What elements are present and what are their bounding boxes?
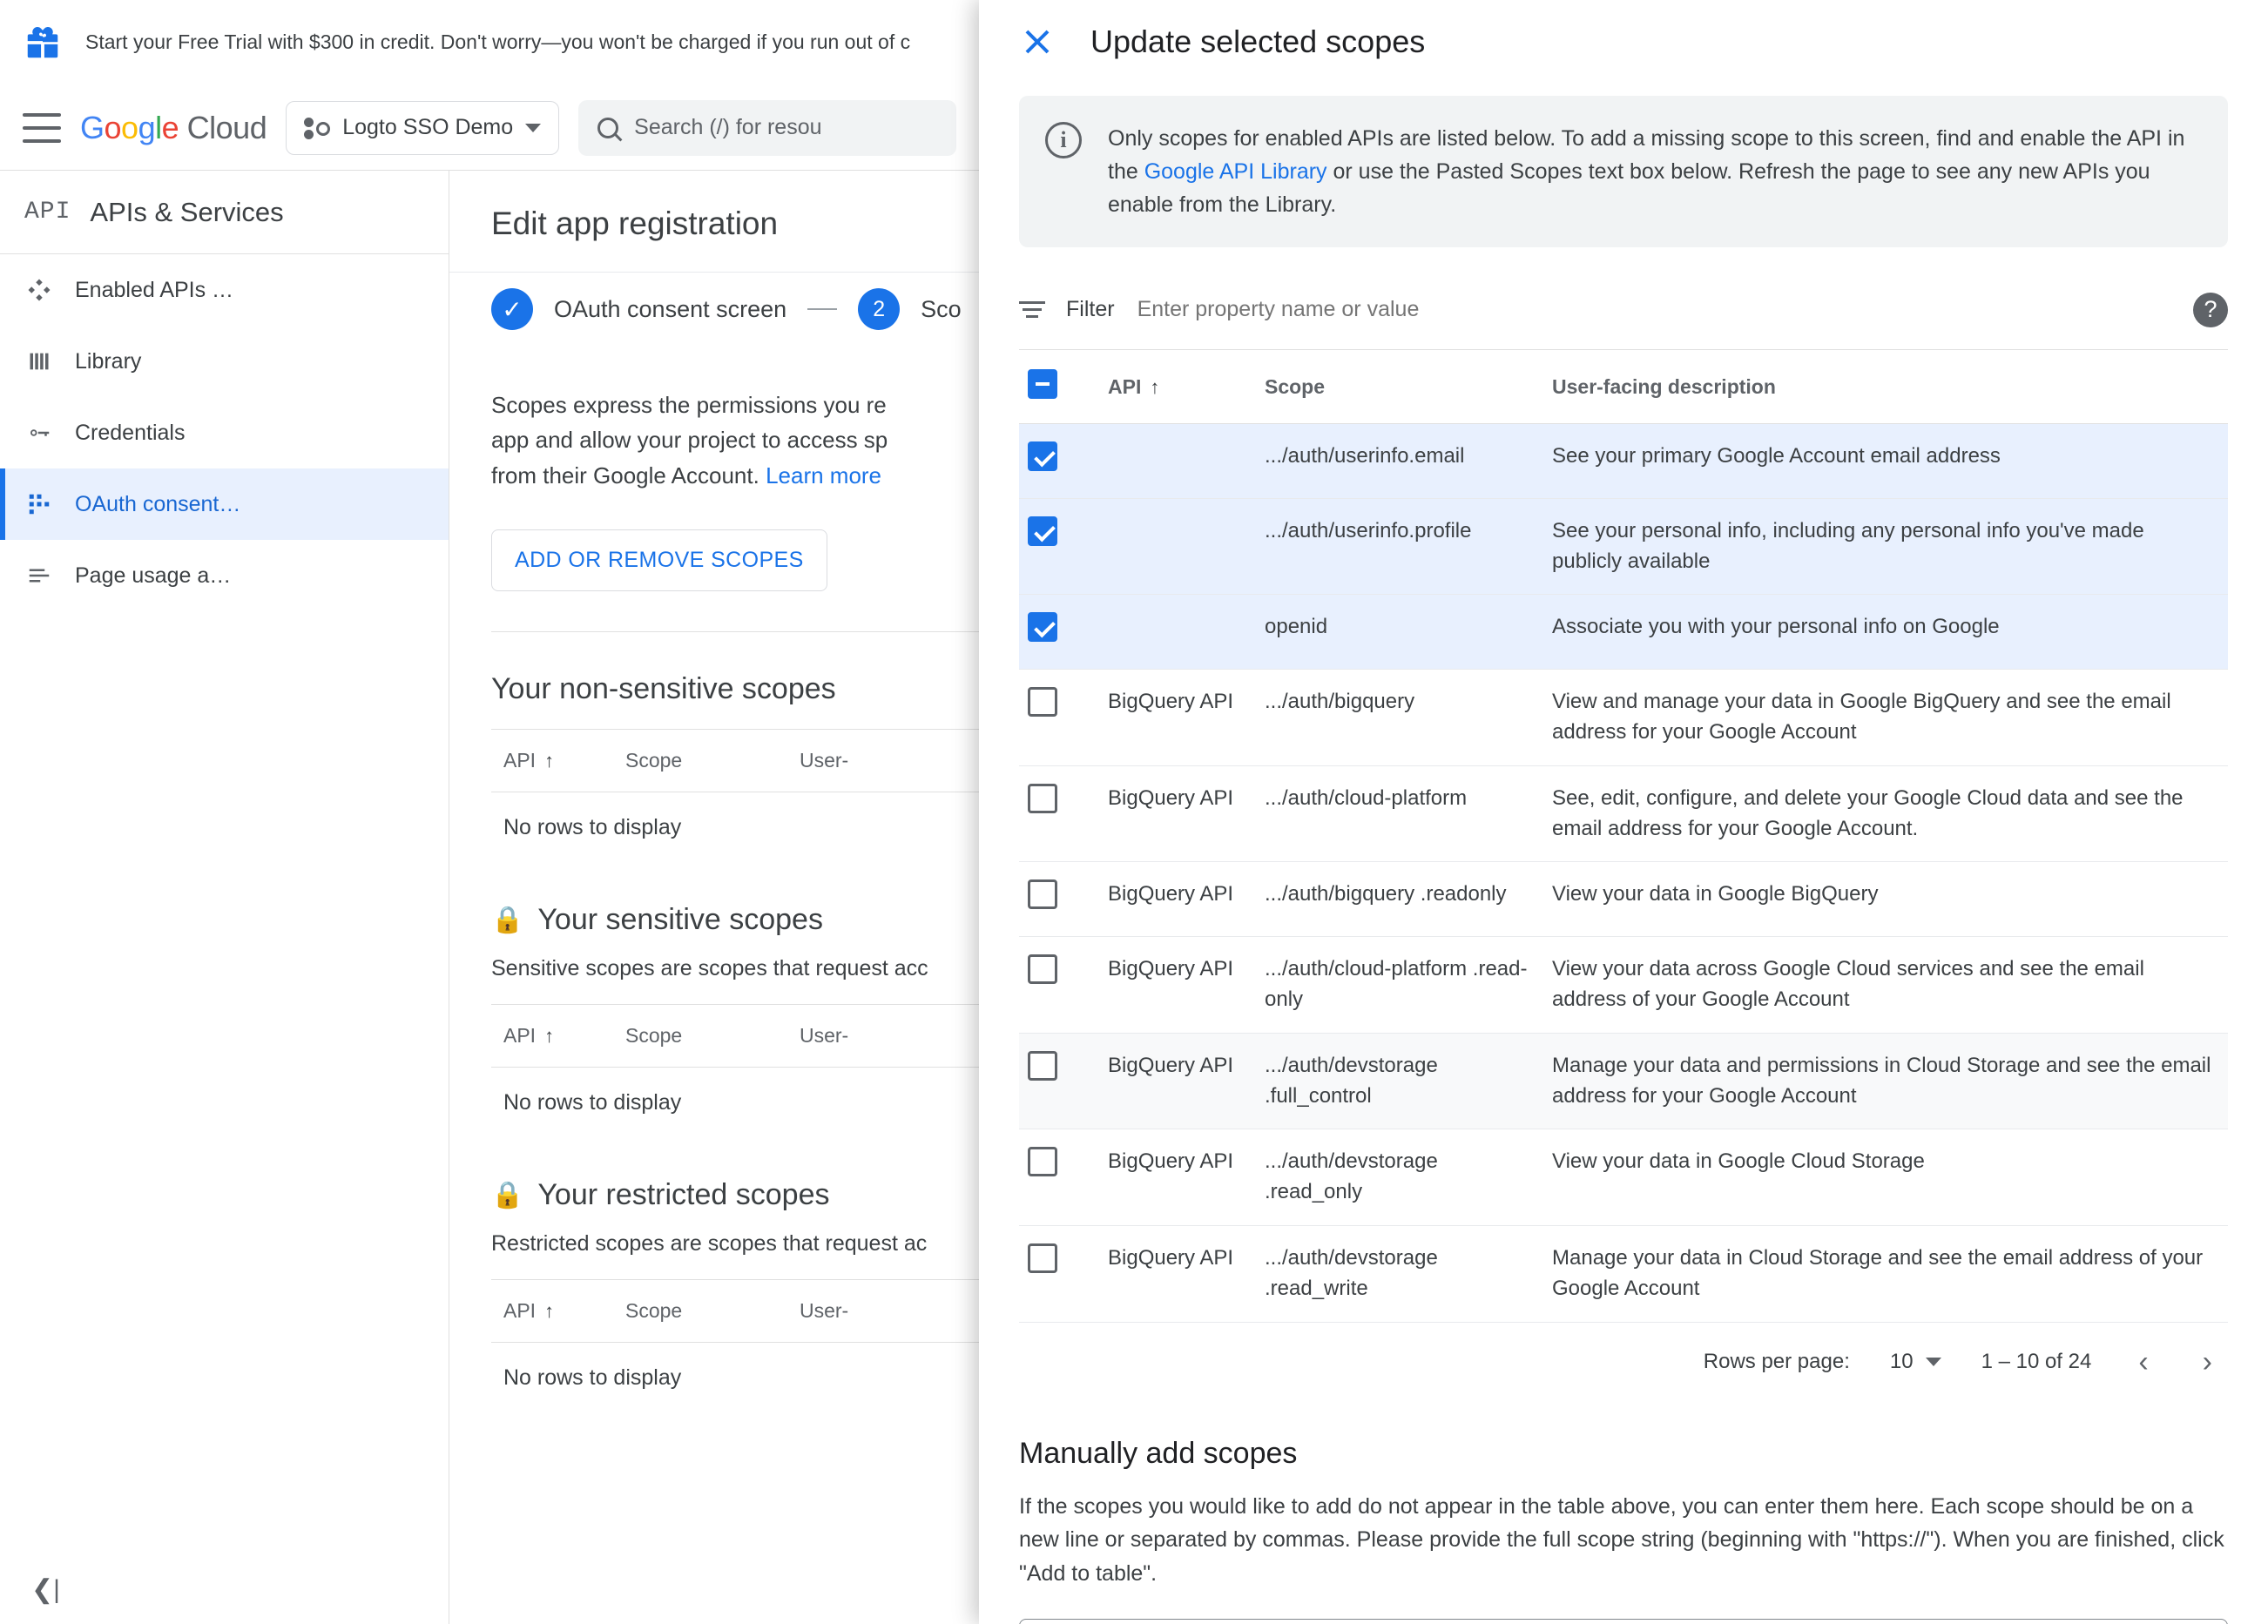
usage-icon <box>24 561 54 590</box>
lock-icon: 🔒 <box>491 905 524 934</box>
pagination-range: 1 – 10 of 24 <box>1981 1350 2092 1374</box>
row-description: View your data in Google Cloud Storage <box>1543 1129 2228 1226</box>
console-top-bar <box>0 85 979 171</box>
column-header-user-facing[interactable]: User- <box>800 1023 849 1047</box>
empty-state: No rows to display <box>503 814 682 839</box>
row-description: View your data in Google BigQuery <box>1543 862 2228 937</box>
sidebar-item-label: OAuth consent… <box>75 491 241 516</box>
table-row[interactable] <box>1019 862 2228 937</box>
row-checkbox-cell <box>1019 937 1099 1034</box>
row-description: Associate you with your personal info on Google <box>1543 595 2228 670</box>
scopes-intro-line2: app and allow your project to access sp <box>491 427 888 454</box>
page-title: Edit app registration <box>491 206 779 241</box>
google-api-library-link[interactable]: Google API Library <box>1144 159 1327 184</box>
row-scope: .../auth/userinfo.profile <box>1256 498 1543 595</box>
info-icon: i <box>1045 122 1082 158</box>
close-icon[interactable] <box>1019 24 1056 60</box>
table-row[interactable] <box>1019 595 2228 670</box>
filter-icon[interactable] <box>1019 301 1045 318</box>
sidebar-title <box>0 171 449 254</box>
gift-icon <box>23 23 63 63</box>
sidebar-item-enabled-apis[interactable] <box>0 254 449 326</box>
key-icon <box>24 418 54 448</box>
google-cloud-logo: Google Cloud <box>80 109 267 145</box>
row-checkbox-cell <box>1019 1033 1099 1129</box>
free-trial-text: Start your Free Trial with $300 in credit. Don't worry—you won't be charged if you run out of c <box>85 30 911 53</box>
column-header-scope[interactable]: Scope <box>625 1023 683 1047</box>
search-input[interactable] <box>578 100 956 156</box>
step-2-label: Sco <box>921 295 962 322</box>
info-text-before: Only scopes for enabled APIs are listed below. To add a missing scope to this screen, find and enable the API in the <box>1108 126 2185 184</box>
sidebar <box>0 171 449 1624</box>
manually-add-scopes-heading: Manually add scopes <box>1019 1436 1298 1470</box>
row-api <box>1099 498 1256 595</box>
enabled-apis-icon <box>24 275 54 305</box>
row-scope: .../auth/userinfo.email <box>1256 424 1543 499</box>
row-scope: .../auth/cloud-platform .read-only <box>1256 937 1543 1034</box>
rows-per-page-value: 10 <box>1889 1350 1914 1374</box>
sidebar-item-library[interactable] <box>0 326 449 397</box>
table-row[interactable] <box>1019 1129 2228 1226</box>
lock-icon: 🔒 <box>491 1180 524 1210</box>
update-scopes-dialog <box>979 0 2268 1624</box>
row-api: BigQuery API <box>1099 1033 1256 1129</box>
table-row[interactable] <box>1019 1225 2228 1322</box>
consent-icon <box>24 489 54 519</box>
step-1-label: OAuth consent screen <box>554 295 787 322</box>
rows-per-page-label: Rows per page: <box>1703 1350 1850 1374</box>
column-header-scope[interactable]: Scope <box>1256 350 1543 424</box>
collapse-sidebar-button[interactable]: ❮| <box>31 1575 60 1604</box>
row-api: BigQuery API <box>1099 670 1256 766</box>
row-scope: openid <box>1256 595 1543 670</box>
learn-more-link[interactable]: Learn more <box>766 462 882 489</box>
row-description: See your personal info, including any personal info you've made publicly available <box>1543 498 2228 595</box>
column-header-api[interactable]: API ↑ <box>503 748 555 772</box>
sensitive-scopes-heading: 🔒 Your sensitive scopes <box>491 902 823 936</box>
row-checkbox-cell <box>1019 670 1099 766</box>
non-sensitive-scopes-heading: Your non-sensitive scopes <box>491 671 836 705</box>
project-selector[interactable] <box>286 101 559 155</box>
row-checkbox[interactable] <box>1028 516 1057 546</box>
sensitive-scopes-sub: Sensitive scopes are scopes that request acc <box>491 955 928 980</box>
table-row[interactable] <box>1019 937 2228 1034</box>
row-api: BigQuery API <box>1099 1225 1256 1322</box>
sidebar-item-label: Enabled APIs … <box>75 277 234 302</box>
row-scope: .../auth/bigquery <box>1256 670 1543 766</box>
row-checkbox[interactable] <box>1028 441 1057 471</box>
table-row[interactable] <box>1019 765 2228 862</box>
row-api: BigQuery API <box>1099 1129 1256 1226</box>
row-api: BigQuery API <box>1099 862 1256 937</box>
row-description: View and manage your data in Google BigQuery and see the email address for your Google Account <box>1543 670 2228 766</box>
table-header-row <box>1019 350 2228 424</box>
row-api: BigQuery API <box>1099 765 1256 862</box>
column-header-description[interactable]: User-facing description <box>1543 350 2228 424</box>
project-name: Logto SSO Demo <box>342 115 514 139</box>
select-all-checkbox[interactable] <box>1028 369 1057 399</box>
row-checkbox-cell <box>1019 498 1099 595</box>
row-checkbox-cell <box>1019 1225 1099 1322</box>
dialog-header <box>979 0 2268 84</box>
info-banner-text <box>1108 122 2197 221</box>
row-checkbox[interactable] <box>1028 1051 1057 1081</box>
info-banner <box>1019 96 2228 247</box>
project-icon <box>304 115 330 141</box>
row-checkbox[interactable] <box>1028 687 1057 717</box>
scopes-intro-line3: from their Google Account. <box>491 462 759 489</box>
column-header-user-facing[interactable]: User- <box>800 1298 849 1322</box>
column-header-api[interactable]: API ↑ <box>1099 350 1256 424</box>
row-description: See your primary Google Account email address <box>1543 424 2228 499</box>
row-description: See, edit, configure, and delete your Google Cloud data and see the email address for your Google Account. <box>1543 765 2228 862</box>
row-api <box>1099 424 1256 499</box>
sidebar-item-label: Credentials <box>75 420 186 445</box>
search-placeholder: Search (/) for resou <box>634 115 822 139</box>
filter-label: Filter <box>1066 297 1115 321</box>
row-checkbox[interactable] <box>1028 612 1057 642</box>
row-checkbox-cell <box>1019 765 1099 862</box>
row-description: View your data across Google Cloud services and see the email address of your Google Account <box>1543 937 2228 1034</box>
non-sensitive-scopes-table <box>491 729 996 863</box>
row-api <box>1099 595 1256 670</box>
row-checkbox-cell <box>1019 1129 1099 1226</box>
row-checkbox[interactable] <box>1028 879 1057 909</box>
table-row[interactable] <box>1019 424 2228 499</box>
step-1-marker: ✓ <box>491 288 533 330</box>
next-page-button[interactable]: › <box>2202 1344 2212 1378</box>
api-icon: API <box>24 199 71 226</box>
sidebar-item-oauth-consent[interactable] <box>0 468 449 540</box>
menu-icon[interactable] <box>23 113 61 143</box>
column-header-api[interactable]: API ↑ <box>503 1298 555 1322</box>
restricted-scopes-table <box>491 1279 996 1413</box>
scopes-intro-line1: Scopes express the permissions you re <box>491 392 887 418</box>
sidebar-item-page-usage[interactable] <box>0 540 449 611</box>
previous-page-button[interactable]: ‹ <box>2138 1344 2149 1378</box>
empty-state: No rows to display <box>503 1365 682 1390</box>
column-header-api[interactable]: API ↑ <box>503 1023 555 1047</box>
filter-input[interactable] <box>1136 296 2172 323</box>
column-header-scope[interactable]: Scope <box>625 748 683 772</box>
step-2-marker: 2 <box>858 288 900 330</box>
help-icon[interactable]: ? <box>2193 293 2228 327</box>
sidebar-item-label: Library <box>75 348 142 374</box>
restricted-scopes-heading: 🔒 Your restricted scopes <box>491 1177 830 1211</box>
table-row[interactable] <box>1019 1033 2228 1129</box>
row-api: BigQuery API <box>1099 937 1256 1034</box>
library-icon <box>24 347 54 376</box>
sidebar-item-label: Page usage a… <box>75 563 232 588</box>
row-checkbox-cell <box>1019 424 1099 499</box>
row-scope: .../auth/cloud-platform <box>1256 765 1543 862</box>
empty-state: No rows to display <box>503 1089 682 1115</box>
row-checkbox-cell <box>1019 595 1099 670</box>
row-scope: .../auth/bigquery .readonly <box>1256 862 1543 937</box>
table-row[interactable] <box>1019 670 2228 766</box>
free-trial-banner <box>0 0 979 85</box>
row-scope: .../auth/devstorage .read_only <box>1256 1129 1543 1226</box>
select-all-cell <box>1019 350 1099 424</box>
manual-scopes-textarea[interactable] <box>1019 1619 2228 1624</box>
column-header-user-facing[interactable]: User- <box>800 748 849 772</box>
manually-add-scopes-copy: If the scopes you would like to add do not appear in the table above, you can enter them here. Each scope should be on a new line or separated by commas. Please provide the full scope string (beginning with "https://"). When you are finished, click "Add to table". <box>1019 1493 2224 1587</box>
row-checkbox[interactable] <box>1028 1147 1057 1176</box>
row-description: Manage your data and permissions in Cloud Storage and see the email address for your Google Account <box>1543 1033 2228 1129</box>
info-text-after: or use the Pasted Scopes text box below. Refresh the page to see any new APIs you enable from the Library. <box>1108 159 2150 217</box>
step-divider <box>807 308 837 310</box>
rows-per-page-select[interactable] <box>1890 1350 1941 1374</box>
restricted-scopes-sub: Restricted scopes are scopes that request ac <box>491 1230 928 1256</box>
dialog-body <box>979 84 2268 1624</box>
dialog-title: Update selected scopes <box>1090 24 1426 59</box>
chevron-down-icon <box>525 124 541 132</box>
sidebar-title-label: APIs & Services <box>90 196 284 227</box>
scopes-table <box>1019 350 2228 1323</box>
row-checkbox[interactable] <box>1028 1243 1057 1273</box>
row-scope: .../auth/devstorage .read_write <box>1256 1225 1543 1322</box>
sensitive-scopes-table <box>491 1004 996 1138</box>
table-row[interactable] <box>1019 498 2228 595</box>
add-or-remove-scopes-button[interactable]: ADD OR REMOVE SCOPES <box>491 529 827 591</box>
pagination <box>1019 1323 2228 1402</box>
row-description: Manage your data in Cloud Storage and see the email address of your Google Account <box>1543 1225 2228 1322</box>
row-checkbox-cell <box>1019 862 1099 937</box>
row-checkbox[interactable] <box>1028 954 1057 984</box>
sidebar-item-credentials[interactable] <box>0 397 449 468</box>
filter-bar <box>1019 270 2228 350</box>
row-checkbox[interactable] <box>1028 784 1057 813</box>
row-scope: .../auth/devstorage .full_control <box>1256 1033 1543 1129</box>
search-icon <box>597 118 618 138</box>
chevron-down-icon <box>1926 1358 1941 1366</box>
column-header-scope[interactable]: Scope <box>625 1298 683 1322</box>
